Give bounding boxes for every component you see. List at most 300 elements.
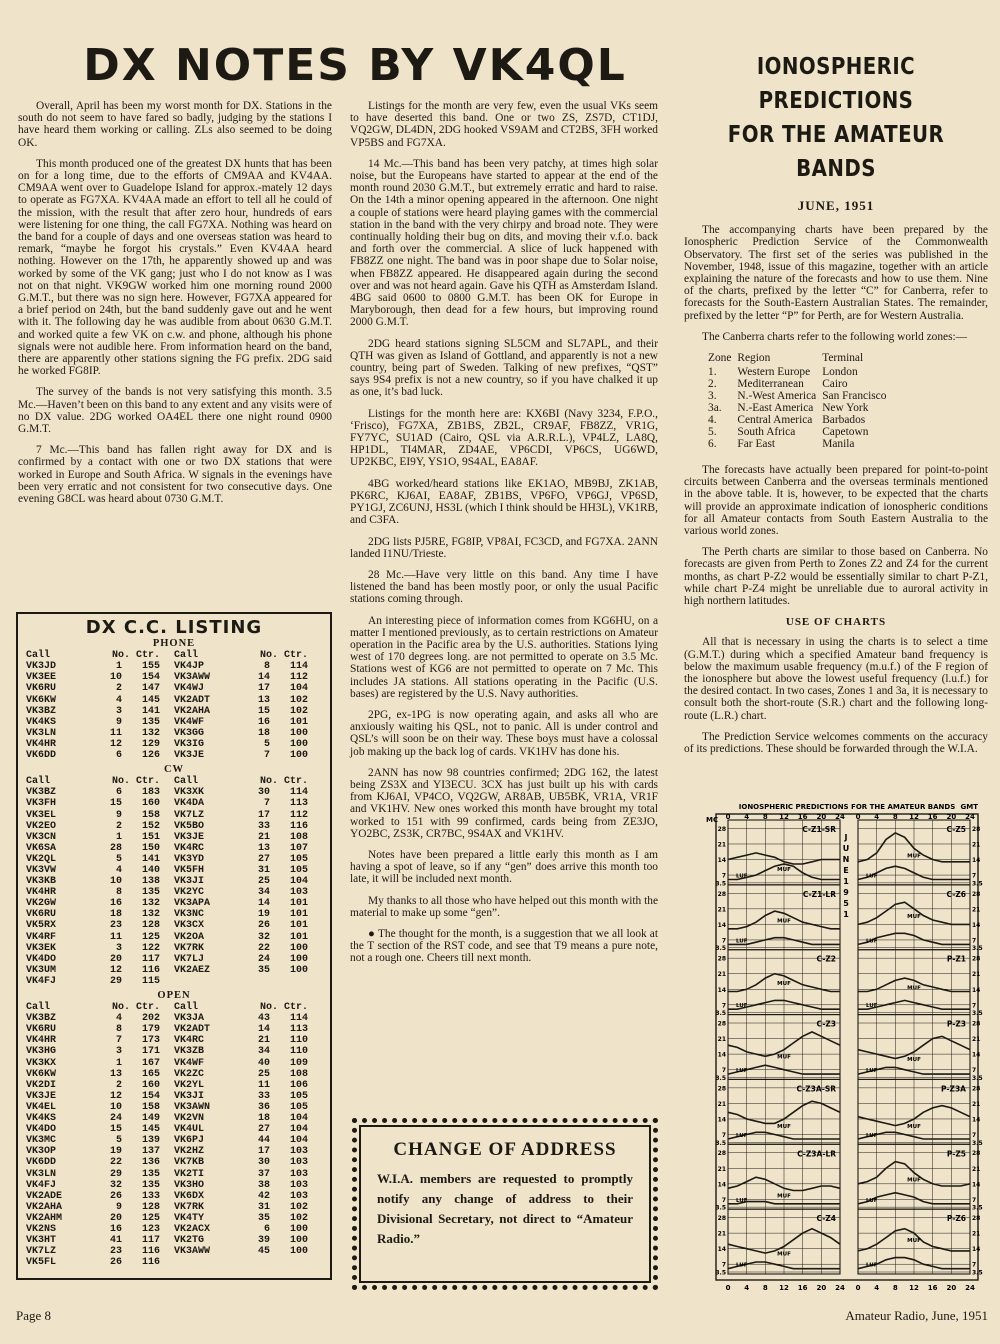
column-header: Region — [737, 352, 771, 365]
table-header-row — [708, 352, 892, 366]
dxcc-countries: 138 — [141, 876, 160, 888]
dxcc-call: VK7LZ — [174, 809, 205, 821]
dxcc-call: VK3BZ — [26, 787, 57, 799]
chart-y-tick-label: 14 — [717, 1116, 726, 1124]
dxcc-header-row — [26, 650, 322, 661]
dxcc-entry — [174, 717, 322, 728]
ionospheric-date: JUNE, 1951 — [797, 198, 875, 213]
dxcc-call: VK2TG — [174, 1235, 205, 1247]
paragraph: 4BG worked/heard stations like EK1AO, MB9BJ, ZK1AB, PK6RC, KJ6AI, EA8AF, ZB1BS, VP6FO, VP6GJ, VP6SD, PY1GJ, ZC6UNJ, HS3L (which I think should be HH3L), VK1RB, and C3FA. — [350, 477, 658, 527]
dxcc-call: VK3KB — [26, 876, 57, 888]
dxcc-countries: 100 — [289, 727, 308, 739]
chart-x-tick-label: 4 — [874, 1284, 880, 1292]
chart-month-letter: N — [842, 855, 850, 864]
dxcc-countries: 129 — [141, 738, 160, 750]
dxcc-call: VK3VW — [26, 864, 57, 876]
paragraph: 7 Mc.—This band has fallen right away for DX and is confirmed by a contact with one or two DX stations that were worked in Europe and South Africa. W signals in the evenings have been very erratic and not consistent for two consecutive days. One evening G8CL was heard about 0730 G.M.T. — [18, 444, 332, 506]
dxcc-call: VK3JD — [26, 661, 57, 673]
dxcc-countries: 103 — [289, 1157, 308, 1169]
dxcc-entry — [26, 1213, 174, 1224]
zone-terminal: Barbados — [822, 414, 866, 427]
chart-x-tick-label: 24 — [965, 813, 975, 821]
dxcc-number: 1 — [115, 1057, 122, 1069]
dxcc-number: 42 — [257, 1190, 270, 1202]
dxcc-entry — [174, 1135, 322, 1146]
dxcc-countries: 136 — [141, 1157, 160, 1169]
dxcc-row — [26, 1046, 322, 1057]
dxcc-call: VK4WF — [174, 1057, 205, 1069]
dxcc-row — [26, 976, 322, 987]
chart-y-tick-label: 3.5 — [715, 1010, 726, 1018]
dxcc-number: 8 — [115, 1024, 122, 1036]
chart-x-tick-label: 16 — [927, 813, 938, 821]
dxcc-entry — [174, 706, 322, 717]
chart-y-tick-label: 7 — [972, 1067, 977, 1075]
world-zones-body — [708, 366, 892, 450]
dxcc-number: 15 — [109, 1124, 122, 1136]
dxcc-number: 27 — [257, 1124, 270, 1136]
dxcc-number — [236, 976, 270, 987]
dxcc-number: 6 — [115, 750, 122, 762]
dxcc-number: 10 — [109, 876, 122, 888]
zone-number: 3a. — [708, 402, 722, 415]
dxcc-col-no-ctr: No. Ctr. — [111, 776, 160, 788]
dxcc-number: 5 — [115, 853, 122, 865]
dxcc-call: VK2ZC — [174, 1068, 205, 1080]
chart-y-tick-label: 7 — [721, 1132, 726, 1140]
dxcc-number: 38 — [257, 1179, 270, 1191]
chart-curve-label-luf: LUF — [736, 873, 748, 880]
dxcc-row — [26, 1213, 322, 1224]
chart-x-tick-label: 8 — [762, 1284, 768, 1292]
dxcc-entry — [174, 965, 322, 976]
dxcc-entry — [174, 1013, 322, 1024]
dxcc-countries: 108 — [289, 1068, 308, 1080]
dxcc-row — [26, 1157, 322, 1168]
zone-region: Far East — [737, 438, 776, 451]
dxcc-entry — [174, 1091, 322, 1102]
chart-curve-label-muf: MUF — [907, 1238, 921, 1245]
dxcc-call: VK5BO — [174, 820, 205, 832]
dxcc-call: VK3XK — [174, 787, 205, 799]
dxcc-countries: 132 — [141, 909, 160, 921]
chart-curve-label-muf: MUF — [777, 1193, 791, 1200]
chart-y-tick-label: 21 — [717, 841, 726, 849]
dxcc-entry — [26, 1035, 174, 1046]
dxcc-call: VK4EL — [26, 1101, 57, 1113]
dxcc-countries: 140 — [141, 864, 160, 876]
chart-x-tick-label: 24 — [835, 1284, 845, 1292]
chart-x-tick-label: 20 — [816, 813, 827, 821]
dxcc-call: VK3AWW — [174, 672, 211, 684]
dxcc-number: 9 — [115, 809, 122, 821]
zone-terminal: Capetown — [822, 426, 869, 439]
dxcc-number: 3 — [115, 1046, 122, 1058]
dxcc-number: 9 — [115, 716, 122, 728]
zone-row — [708, 366, 892, 378]
dxcc-countries: 101 — [289, 931, 308, 943]
chart-y-tick-label: 7 — [972, 872, 977, 880]
chart-y-tick-label: 21 — [972, 971, 981, 979]
dxcc-call: VK4FJ — [26, 1179, 57, 1191]
dxcc-entry — [174, 1102, 322, 1113]
dxcc-call: VK2HZ — [174, 1146, 205, 1158]
dxcc-number: 33 — [257, 1090, 270, 1102]
dxcc-row — [26, 1013, 322, 1024]
dxcc-countries: 108 — [289, 831, 308, 843]
chart-y-tick-label: 3.5 — [972, 1074, 983, 1082]
dxcc-countries: 101 — [289, 920, 308, 932]
ionospheric-title-line-1: IONOSPHERIC PREDICTIONS — [756, 54, 916, 114]
chart-y-tick-label: 3.5 — [972, 1269, 983, 1277]
paragraph: The forecasts have actually been prepared for point-to-point circuits between Canberra and the overseas terminals mentioned in the above table. It is, however, to be expected that the charts will provide an approximate indication of ionospheric conditions for all Amateur contacts from South Eastern Australia to the various world zones. — [684, 464, 988, 538]
dxcc-entry — [26, 1180, 174, 1191]
chart-y-tick-label: 3.5 — [715, 945, 726, 953]
dxcc-number: 1 — [115, 831, 122, 843]
dxcc-row — [26, 932, 322, 943]
dxcc-number: 4 — [115, 694, 122, 706]
dxcc-number: 27 — [257, 853, 270, 865]
dxcc-entry — [26, 798, 174, 809]
chart-panel-label: C-Z3A-LR — [797, 1149, 836, 1159]
chart-panel-label: P-Z5 — [946, 1149, 966, 1159]
dxcc-entry — [26, 683, 174, 694]
dxcc-countries: 100 — [289, 1235, 308, 1247]
dxcc-countries: 103 — [289, 1168, 308, 1180]
dxcc-entry — [174, 1124, 322, 1135]
chart-y-tick-label: 21 — [717, 971, 726, 979]
dxcc-col-call: Call — [174, 776, 199, 788]
dxcc-number: 12 — [109, 738, 122, 750]
dxcc-countries: 101 — [289, 898, 308, 910]
dxcc-countries: 103 — [289, 887, 308, 899]
dxcc-number: 6 — [263, 1223, 270, 1235]
chart-curve-label-luf: LUF — [866, 1068, 878, 1075]
dxcc-entry — [26, 1080, 174, 1091]
dxcc-row — [26, 798, 322, 809]
dxcc-countries: 100 — [289, 1246, 308, 1258]
chart-y-tick-label: 3.5 — [972, 880, 983, 888]
dxcc-countries: 132 — [141, 727, 160, 739]
dxcc-countries: 110 — [289, 1046, 308, 1058]
dxcc-number: 21 — [257, 831, 270, 843]
dxcc-row — [26, 1069, 322, 1080]
chart-y-tick-label: 14 — [972, 1246, 981, 1254]
dxcc-countries: 103 — [289, 1146, 308, 1158]
dxcc-col-no-ctr: No. Ctr. — [259, 650, 308, 662]
chart-y-tick-label: 14 — [972, 921, 981, 929]
dxcc-header-row — [26, 776, 322, 787]
chart-y-tick-label: 14 — [717, 1246, 726, 1254]
zone-region: Mediterranean — [737, 378, 804, 391]
dxcc-row — [26, 1091, 322, 1102]
dxcc-number: 13 — [109, 1068, 122, 1080]
dxcc-entry — [26, 787, 174, 798]
dxcc-entry — [26, 876, 174, 887]
chart-y-tick-label: 14 — [717, 1051, 726, 1059]
chart-curve-label-muf: MUF — [907, 853, 921, 860]
chart-y-tick-label: 7 — [721, 1067, 726, 1075]
chart-y-tick-label: 3.5 — [972, 1010, 983, 1018]
zone-region: Central America — [737, 414, 813, 427]
dxcc-countries: 135 — [141, 887, 160, 899]
chart-y-tick-label: 21 — [972, 1100, 981, 1108]
chart-y-tick-label: 7 — [721, 872, 726, 880]
dxcc-call: VK4DO — [26, 953, 57, 965]
dxcc-row — [26, 943, 322, 954]
chart-panel-label: P-Z3 — [946, 1019, 966, 1029]
paragraph: The Prediction Service welcomes comments on the accuracy of its predictions. These should be forwarded through the W.I.A. — [684, 730, 988, 756]
dxcc-row — [26, 898, 322, 909]
dxcc-call: VK3GG — [174, 727, 205, 739]
ionospheric-prediction-chart — [702, 800, 992, 1294]
dxcc-call: VK3CN — [26, 831, 57, 843]
dxcc-row — [26, 1246, 322, 1257]
dxcc-number: 13 — [257, 842, 270, 854]
chart-curve-label-muf: MUF — [907, 1056, 921, 1063]
dxcc-countries — [270, 1257, 314, 1268]
dxcc-entry — [174, 661, 322, 672]
dxcc-number: 37 — [257, 1168, 270, 1180]
dxcc-countries: 135 — [141, 1179, 160, 1191]
dxcc-countries: 126 — [141, 750, 160, 762]
change-of-address-box — [352, 1118, 658, 1290]
dxcc-number: 12 — [109, 964, 122, 976]
dxcc-entry — [174, 1146, 322, 1157]
dxcc-entry — [26, 832, 174, 843]
dxcc-number: 11 — [257, 1079, 270, 1091]
dxcc-number: 26 — [109, 1257, 122, 1269]
dxcc-entry — [174, 1113, 322, 1124]
paragraph: 28 Mc.—Have very little on this band. Any time I have listened the band has been mostly poor, or only the usual Pacific stations coming through. — [350, 568, 658, 606]
dxcc-call: VK2EO — [26, 820, 57, 832]
chart-y-tick-label: 28 — [717, 825, 726, 833]
chart-y-tick-label: 14 — [717, 921, 726, 929]
dxcc-countries: 122 — [141, 942, 160, 954]
dxcc-entry — [26, 672, 174, 683]
chart-y-tick-label: 7 — [721, 937, 726, 945]
dxcc-row — [26, 832, 322, 843]
dxcc-entry — [26, 739, 174, 750]
dxcc-number: 25 — [257, 1068, 270, 1080]
chart-y-tick-label: 21 — [717, 1100, 726, 1108]
dxcc-call: VK3YD — [174, 853, 205, 865]
chart-y-tick-label: 3.5 — [715, 1204, 726, 1212]
dxcc-countries: 117 — [141, 1235, 160, 1247]
dxcc-number: 24 — [257, 953, 270, 965]
dxcc-entry — [174, 1169, 322, 1180]
dxcc-call: VK2ADE — [26, 1190, 63, 1202]
chart-y-tick-label: 7 — [721, 1261, 726, 1269]
dxcc-countries: 112 — [289, 672, 308, 684]
dxcc-countries: 105 — [289, 864, 308, 876]
dxcc-countries: 114 — [289, 661, 308, 673]
chart-curve-label-muf: MUF — [907, 1177, 921, 1184]
dxcc-row — [26, 887, 322, 898]
dxcc-entry — [26, 821, 174, 832]
dx-notes-column-2 — [350, 100, 658, 974]
dxcc-call — [174, 1257, 236, 1268]
dxcc-section-heading: PHONE — [152, 638, 196, 650]
dxcc-col-call: Call — [26, 650, 51, 662]
dxcc-number: 18 — [109, 909, 122, 921]
zone-row — [708, 414, 892, 426]
dxcc-call: VK4DO — [26, 1124, 57, 1136]
chart-x-tick-label: 0 — [855, 813, 861, 821]
world-zones-table — [708, 352, 892, 450]
dxcc-call: VK3CX — [174, 920, 205, 932]
zone-terminal: Manila — [822, 438, 855, 451]
chart-curve-label-muf: MUF — [777, 1251, 791, 1258]
chart-curve-label-luf: LUF — [866, 1003, 878, 1010]
chart-month-letter: U — [842, 844, 850, 853]
dxcc-number: 17 — [257, 809, 270, 821]
dxcc-entry — [174, 739, 322, 750]
dxcc-col-no-ctr: No. Ctr. — [259, 1002, 308, 1014]
dxcc-number: 10 — [109, 672, 122, 684]
chart-x-tick-label: 4 — [744, 1284, 750, 1292]
dxcc-number: 4 — [115, 864, 122, 876]
chart-y-tick-label: 21 — [717, 1230, 726, 1238]
dxcc-entry — [174, 750, 322, 761]
dxcc-number: 25 — [257, 876, 270, 888]
chart-x-tick-label: 16 — [927, 1284, 938, 1292]
chart-curve-label-muf: MUF — [907, 913, 921, 920]
dxcc-call: VK6DD — [26, 750, 57, 762]
dxcc-number: 30 — [257, 1157, 270, 1169]
dxcc-number: 30 — [257, 787, 270, 799]
zone-row — [708, 390, 892, 402]
dxcc-countries: 104 — [289, 876, 308, 888]
dxcc-countries: 116 — [289, 820, 308, 832]
dxcc-number: 26 — [109, 1190, 122, 1202]
dxcc-call: VK6KW — [26, 1068, 57, 1080]
chart-x-tick-label: 20 — [816, 1284, 827, 1292]
chart-x-unit: GMT — [960, 803, 978, 811]
dxcc-call: VK3NC — [174, 909, 205, 921]
chart-panel-label: C-Z3 — [816, 1019, 836, 1029]
chart-x-tick-label: 12 — [909, 1284, 919, 1292]
dxcc-number: 2 — [115, 820, 122, 832]
dxcc-header-row — [26, 1002, 322, 1013]
dxcc-row — [26, 1035, 322, 1046]
dxcc-countries: 135 — [141, 716, 160, 728]
chart-x-tick-label: 0 — [855, 1284, 861, 1292]
dxcc-entry — [26, 1202, 174, 1213]
dxcc-entry — [26, 661, 174, 672]
dxcc-call: VK2QL — [26, 853, 57, 865]
dxcc-call: VK6PJ — [174, 1135, 205, 1147]
dxcc-entry — [174, 1202, 322, 1213]
dxcc-call: VK3HG — [26, 1046, 57, 1058]
dxcc-call: VK2AHM — [26, 1212, 63, 1224]
chart-x-tick-label: 4 — [874, 813, 880, 821]
dxcc-countries: 116 — [141, 1246, 160, 1258]
dxcc-row — [26, 1058, 322, 1069]
dxcc-entry — [174, 909, 322, 920]
dxcc-call: VK5FH — [174, 864, 205, 876]
dxcc-call: VK3UM — [26, 964, 57, 976]
dxcc-call: VK2TI — [174, 1168, 205, 1180]
dxcc-number: 2 — [115, 683, 122, 695]
dxcc-number: 21 — [257, 1035, 270, 1047]
zone-number: 4. — [708, 414, 717, 427]
chart-x-tick-label: 4 — [744, 813, 750, 821]
dxcc-number: 16 — [109, 898, 122, 910]
dxcc-number: 24 — [109, 1113, 122, 1125]
chart-y-tick-label: 7 — [721, 1196, 726, 1204]
dxcc-entry — [174, 865, 322, 876]
dxcc-call: VK5FL — [26, 1257, 57, 1269]
dxcc-row — [26, 717, 322, 728]
dxcc-number: 16 — [257, 716, 270, 728]
chart-y-tick-label: 28 — [717, 955, 726, 963]
chart-y-tick-label: 7 — [972, 1002, 977, 1010]
dxcc-number: 13 — [257, 694, 270, 706]
dxcc-entry — [26, 954, 174, 965]
dxcc-number: 32 — [109, 1179, 122, 1191]
dxcc-number: 32 — [257, 931, 270, 943]
dxcc-countries: 123 — [141, 1223, 160, 1235]
chart-y-tick-label: 28 — [972, 1215, 981, 1223]
zone-region: N.-East America — [737, 402, 814, 415]
dxcc-entry — [26, 1135, 174, 1146]
zone-row — [708, 378, 892, 390]
dxcc-row — [26, 965, 322, 976]
dxcc-row — [26, 695, 322, 706]
chart-y-tick-label: 14 — [972, 857, 981, 865]
dxcc-entry — [174, 832, 322, 843]
dxcc-countries: 151 — [141, 831, 160, 843]
chart-y-tick-label: 14 — [972, 986, 981, 994]
dxcc-countries: 106 — [289, 1079, 308, 1091]
dxcc-call: VK3IG — [174, 738, 205, 750]
dxcc-countries: 155 — [141, 661, 160, 673]
dxcc-countries: 100 — [289, 953, 308, 965]
dxcc-row — [26, 787, 322, 798]
dxcc-entry — [174, 1157, 322, 1168]
dxcc-entry — [26, 1013, 174, 1024]
dxcc-row — [26, 661, 322, 672]
chart-curve-label-luf: LUF — [866, 1132, 878, 1139]
paragraph: 14 Mc.—This band has been very patchy, at times high solar noise, but the Europeans have started to appear at the end of the month round 2030 G.M.T., but extremely erratic and hard to raise. On the 14th a minor opening appeared in the afternoon. One night a couple of stations were heard playing games with the commercial station in the band with the very chirpy and broad note. They were continually holding their bug on dits, and moving their v.f.o. back and forth over the commercial. A slice of luck happened with FB8ZZ one night. The band was in poor shape due to Solar noise, when FB8ZZ appeared. He disappeared again during the second over and was not heard again. Gave his QTH as Amsterdam Island. 4BG said 0600 to 0800 G.M.T. has been OK for Europe in Maryborough, then dead for a few hours, but improving round 2000 G.M.T. — [350, 157, 658, 329]
paragraph: 2DG heard stations signing SL5CM and SL7APL, and their QTH was given as Island of Gottland, and apparently is not a new country, being part of Sweden. Talking of new prefixes, “QST” says 9S4 prefix is not a new country, so if you have chalked it up as one, it’s bad luck. — [350, 337, 658, 399]
dxcc-call: VK6DD — [26, 1157, 57, 1169]
chart-panel-label: C-Z1-SR — [802, 825, 836, 834]
dxcc-number: 17 — [257, 683, 270, 695]
dxcc-number: 44 — [257, 1135, 270, 1147]
paragraph: The Canberra charts refer to the following world zones:— — [702, 330, 968, 343]
dxcc-entry — [174, 887, 322, 898]
dxcc-number: 15 — [257, 705, 270, 717]
dxcc-row — [26, 672, 322, 683]
dxcc-countries: 183 — [141, 787, 160, 799]
chart-panel-label: C-Z5 — [946, 825, 966, 834]
dxcc-countries: 105 — [289, 1101, 308, 1113]
dxcc-countries: 135 — [141, 1168, 160, 1180]
dxcc-call: VK3JE — [174, 750, 205, 762]
zone-region: N.-West America — [737, 390, 817, 403]
dxcc-countries: 101 — [289, 716, 308, 728]
chart-month-letter: E — [843, 866, 849, 875]
dxcc-number: 22 — [257, 942, 270, 954]
dxcc-row — [26, 1113, 322, 1124]
dxcc-number: 8 — [115, 887, 122, 899]
chart-y-tick-label: 3.5 — [715, 1139, 726, 1147]
dxcc-number: 39 — [257, 1235, 270, 1247]
dxcc-entry — [26, 1046, 174, 1057]
dxcc-entry — [26, 1102, 174, 1113]
